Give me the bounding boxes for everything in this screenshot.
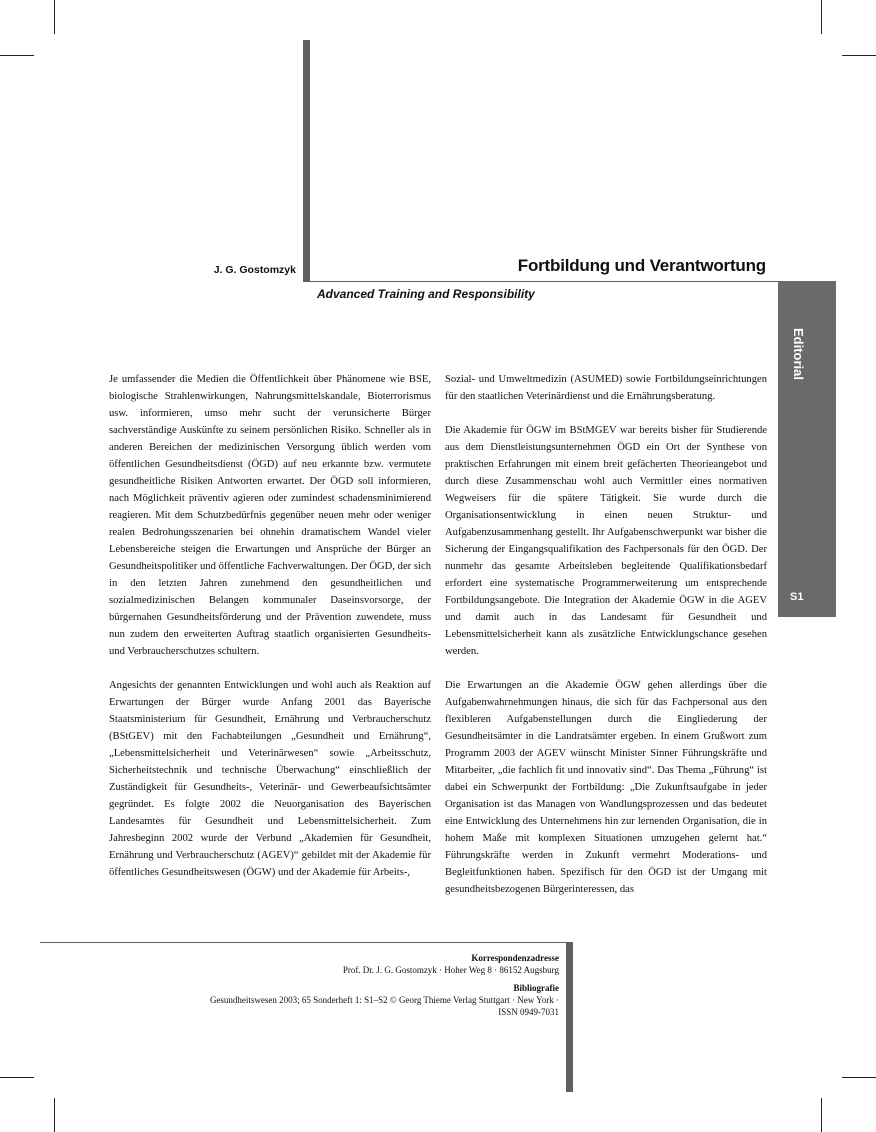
footer-vertical-bar: [566, 942, 573, 1092]
correspondence-address: Prof. Dr. J. G. Gostomzyk · Hoher Weg 8 · 86152 Augsburg: [342, 965, 559, 975]
footer-rule: [40, 942, 566, 943]
section-label: Editorial: [791, 328, 806, 381]
body-column-right: [445, 371, 767, 915]
crop-mark: [0, 1077, 34, 1078]
bibliography-issn: ISSN 0949-7031: [498, 1007, 559, 1017]
crop-mark: [54, 1098, 55, 1132]
section-tab: [778, 281, 836, 617]
bibliography-heading: Bibliografie: [513, 983, 559, 993]
crop-mark: [821, 1098, 822, 1132]
page-subtitle: Advanced Training and Responsibility: [317, 287, 535, 301]
body-column-left: [109, 371, 431, 898]
bibliography-line: Gesundheitswesen 2003; 65 Sonderheft 1: S1–S2 © Georg Thieme Verlag Stuttgart · New York ·: [209, 995, 559, 1005]
page-title: Fortbildung und Verantwortung: [517, 256, 766, 275]
header-vertical-bar: [303, 40, 310, 282]
crop-mark: [821, 0, 822, 34]
crop-mark: [0, 55, 34, 56]
header-rule: [303, 281, 778, 282]
footer-info: [139, 952, 559, 1018]
paragraph: Je umfassender die Medien die Öffentlichkeit über Phänomene wie BSE, biologische Strahlenwirkungen, Nahrungsmittelskandale, Bioterrorismus usw. informieren, umso mehr sucht der verunsicherte Bürger sachverständige Auskünfte zu seinem persönlichen Risiko. Schneller als in anderen Bereichen der medizinischen Versorgung üblich werden vom öffentlichen Gesundheitsdienst (ÖGD) auf neu erkannte bzw. vermutete gesundheitliche Risiken Antworten erwartet. Der ÖGD soll informieren, nach Möglichkeit präventiv agieren oder zumindest schadensminimierend reagieren. Mit dem Schutzbedürfnis gegenüber neuen mehr oder weniger realen Bedrohungsszenarien bei ohnehin dramatischem Wandel vieler Lebensbereiche steigen die Erwartungen und Ansprüche der Bürger an Gesundheitspolitiker und öffentliche Fachverwaltungen. Der ÖGD, der sich in den letzten Jahren zunehmend den gesundheitlichen und sozialmedizinischen Belangen kommunaler Daseinsvorsorge, der bürgernahen Gesundheitsförderung und der Prävention zuwendete, muss nun zudem den erweiterten Auftrag staatlich organisierten Gesundheits- und Verbraucherschutzes schultern.: [109, 374, 431, 657]
paragraph: Die Akademie für ÖGW im BStMGEV war bereits bisher für Studierende aus dem Dienstleistungsunternehmen ÖGD ein Ort der Synthese von praktischen Erfahrungen mit einem breit gefächerten Theorieangebot und durch diese Zusammenschau wohl auch Vermittler eines normativen Wegweisers für die spätere Tätigkeit. Sie wurde durch die Organisationsentwicklung in einen neuen Struktur- und Aufgabenzusammenhang gestellt. Ihr Aufgabenschwerpunkt war bisher die Sicherung der Eingangsqualifikation des Fachpersonals für den ÖGD. Der nunmehr das gesamte Arbeitsleben begleitende Qualifikationsbedarf erfordert eine systematische Programmerweiterung um entsprechende Fortbildungsangebote. Die Integration der Akademie ÖGW in die AGEV und damit auch in das Landesamt für Gesundheit und Lebensmittelsicherheit kann als zusätzliche Entwicklungschance gesehen werden.: [445, 425, 767, 657]
correspondence-heading: Korrespondenzadresse: [471, 953, 559, 963]
crop-mark: [842, 1077, 876, 1078]
author: J. G. Gostomzyk: [213, 264, 296, 276]
crop-mark: [842, 55, 876, 56]
paragraph: Sozial- und Umweltmedizin (ASUMED) sowie Fortbildungseinrichtungen für den staatlichen Veterinärdienst und die Ernährungsberatung.: [445, 374, 767, 402]
crop-mark: [54, 0, 55, 34]
page-number: S1: [790, 591, 804, 603]
paragraph: Die Erwartungen an die Akademie ÖGW gehen allerdings über die Aufgabenwahrnehmungen hinaus, die sich für das Fachpersonal aus den flexibleren Aufgabenstellungen durch die Eingliederung der Gesundheitsämter in die Landratsämter ergeben. In einem Grußwort zum Programm 2003 der AGEV wünscht Minister Sinner Führungskräfte und Mitarbeiter, „die fachlich fit und innovativ sind“. Das Thema „Führung“ ist dabei ein Schwerpunkt der Fortbildung: „Die Zukunftsaufgabe in jeder Organisation ist das Managen von Wandlungsprozessen und das bedeutet eine Entwicklung des Unternehmens hin zur lernenden Organisation, die in hohem Maße mit komplexen Situationen umzugehen gelernt hat.“ Führungskräfte werden in Zukunft vermehrt Moderations- und Begleitfunktionen haben. Spezifisch für den ÖGD ist der Umgang mit gesundheitsbezogenen Bürgerinteressen, das: [445, 680, 767, 895]
paragraph: Angesichts der genannten Entwicklungen und wohl auch als Reaktion auf Erwartungen der Bürger wurde Anfang 2001 das Bayerische Staatsministerium für Gesundheit, Ernährung und Verbraucherschutz (BStGEV) mit den Fachabteilungen „Gesundheit und Ernährung“, „Lebensmittelsicherheit und Veterinärwesen“ sowie „Arbeitsschutz, Sicherheitstechnik und technische Überwachung“ einschließlich der Zuständigkeit für Gesundheits-, Veterinär- und Gewerbeaufsichtsämter gegründet. Es folgte 2002 die Neuorganisation des Bayerischen Landesamtes für Gesundheit und Lebensmittelsicherheit. Zum Jahresbeginn 2002 wurde der Verbund „Akademien für Gesundheit, Ernährung und Verbraucherschutz (AGEV)“ gebildet mit der Akademie für öffentliches Gesundheitswesen (ÖGW) und der Akademie für Arbeits-,: [109, 680, 431, 878]
